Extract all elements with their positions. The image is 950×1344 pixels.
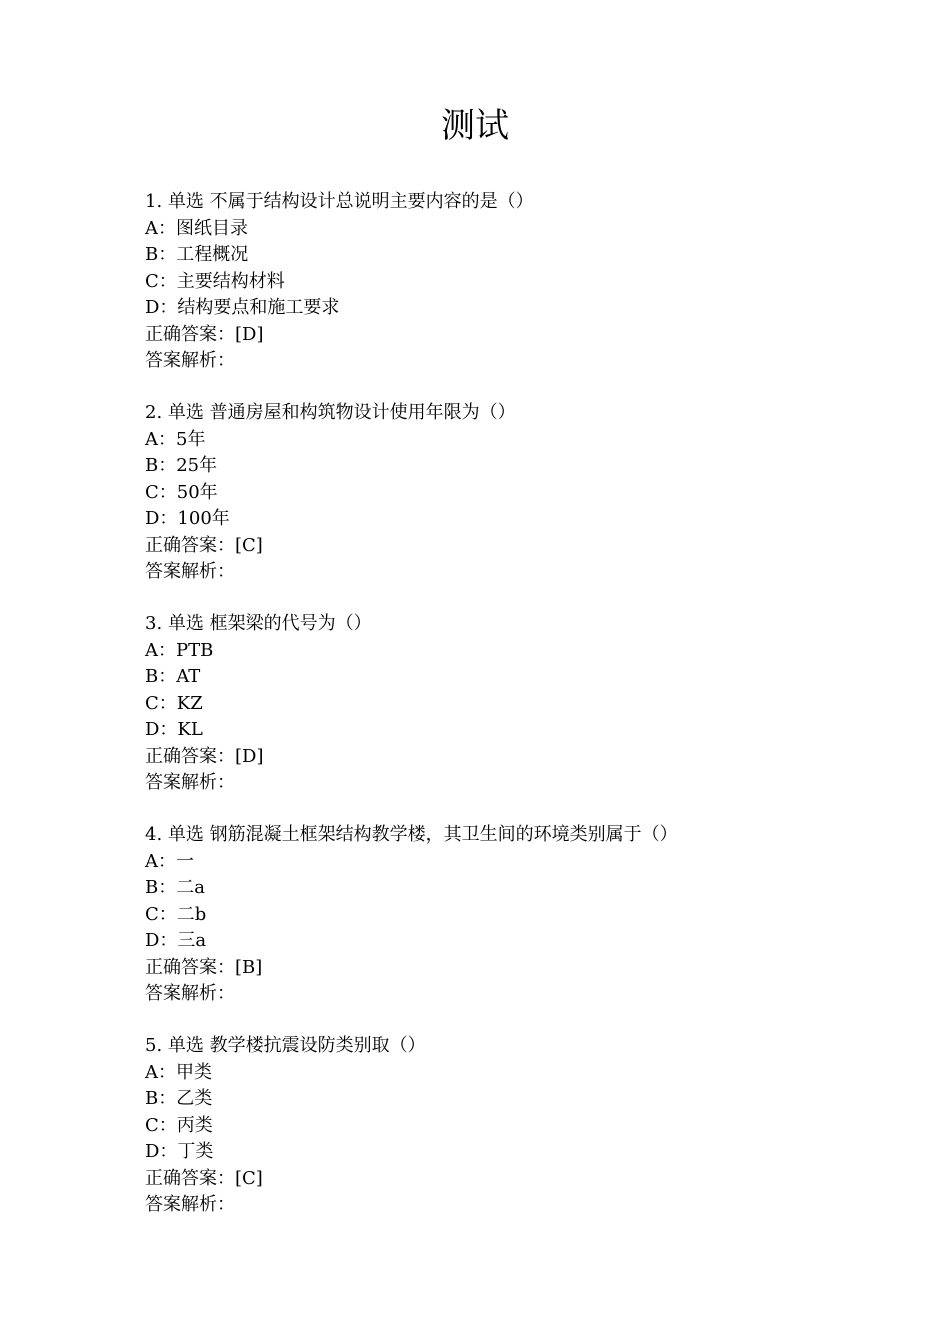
question-block — [145, 189, 845, 375]
option-b: B：二a — [145, 877, 205, 898]
option-b: B：工程概况 — [145, 244, 249, 265]
option-b: B：AT — [145, 666, 201, 687]
option-a: A：甲类 — [145, 1061, 212, 1083]
question-block — [145, 400, 845, 586]
option-b: B：乙类 — [145, 1088, 213, 1109]
answer-analysis: 答案解析： — [145, 1194, 235, 1215]
option-c: C：50年 — [145, 481, 218, 503]
question-stem: 1. 单选 不属于结构设计总说明主要内容的是（） — [145, 191, 534, 212]
page-title: 测试 — [441, 106, 509, 146]
question-stem: 5. 单选 教学楼抗震设防类别取（） — [145, 1035, 426, 1056]
correct-answer: 正确答案：[C] — [145, 534, 263, 556]
correct-answer: 正确答案：[D] — [145, 745, 264, 767]
question-stem: 3. 单选 框架梁的代号为（） — [145, 613, 372, 634]
answer-analysis: 答案解析： — [145, 350, 235, 371]
option-c: C：丙类 — [145, 1114, 213, 1136]
question-stem: 4. 单选 钢筋混凝土框架结构教学楼，其卫生间的环境类别属于（） — [145, 824, 678, 845]
correct-answer: 正确答案：[D] — [145, 323, 264, 345]
option-c: C：主要结构材料 — [145, 270, 285, 292]
option-a: A：5年 — [145, 428, 206, 450]
option-d: D：丁类 — [145, 1141, 214, 1162]
option-d: D：KL — [145, 719, 203, 740]
correct-answer: 正确答案：[C] — [145, 1167, 263, 1189]
question-block — [145, 1033, 845, 1219]
answer-analysis: 答案解析： — [145, 983, 235, 1004]
option-c: C：二b — [145, 903, 207, 925]
option-d: D：三a — [145, 930, 207, 951]
option-a: A：PTB — [145, 639, 214, 661]
answer-analysis: 答案解析： — [145, 561, 235, 582]
question-block — [145, 822, 845, 1008]
option-a: A：一 — [145, 850, 194, 872]
option-d: D：100年 — [145, 508, 230, 529]
correct-answer: 正确答案：[B] — [145, 956, 263, 978]
question-stem: 2. 单选 普通房屋和构筑物设计使用年限为（） — [145, 402, 516, 423]
option-d: D：结构要点和施工要求 — [145, 297, 340, 318]
question-block — [145, 611, 845, 797]
option-a: A：图纸目录 — [145, 217, 248, 239]
answer-analysis: 答案解析： — [145, 772, 235, 793]
option-b: B：25年 — [145, 455, 218, 476]
option-c: C：KZ — [145, 692, 203, 714]
